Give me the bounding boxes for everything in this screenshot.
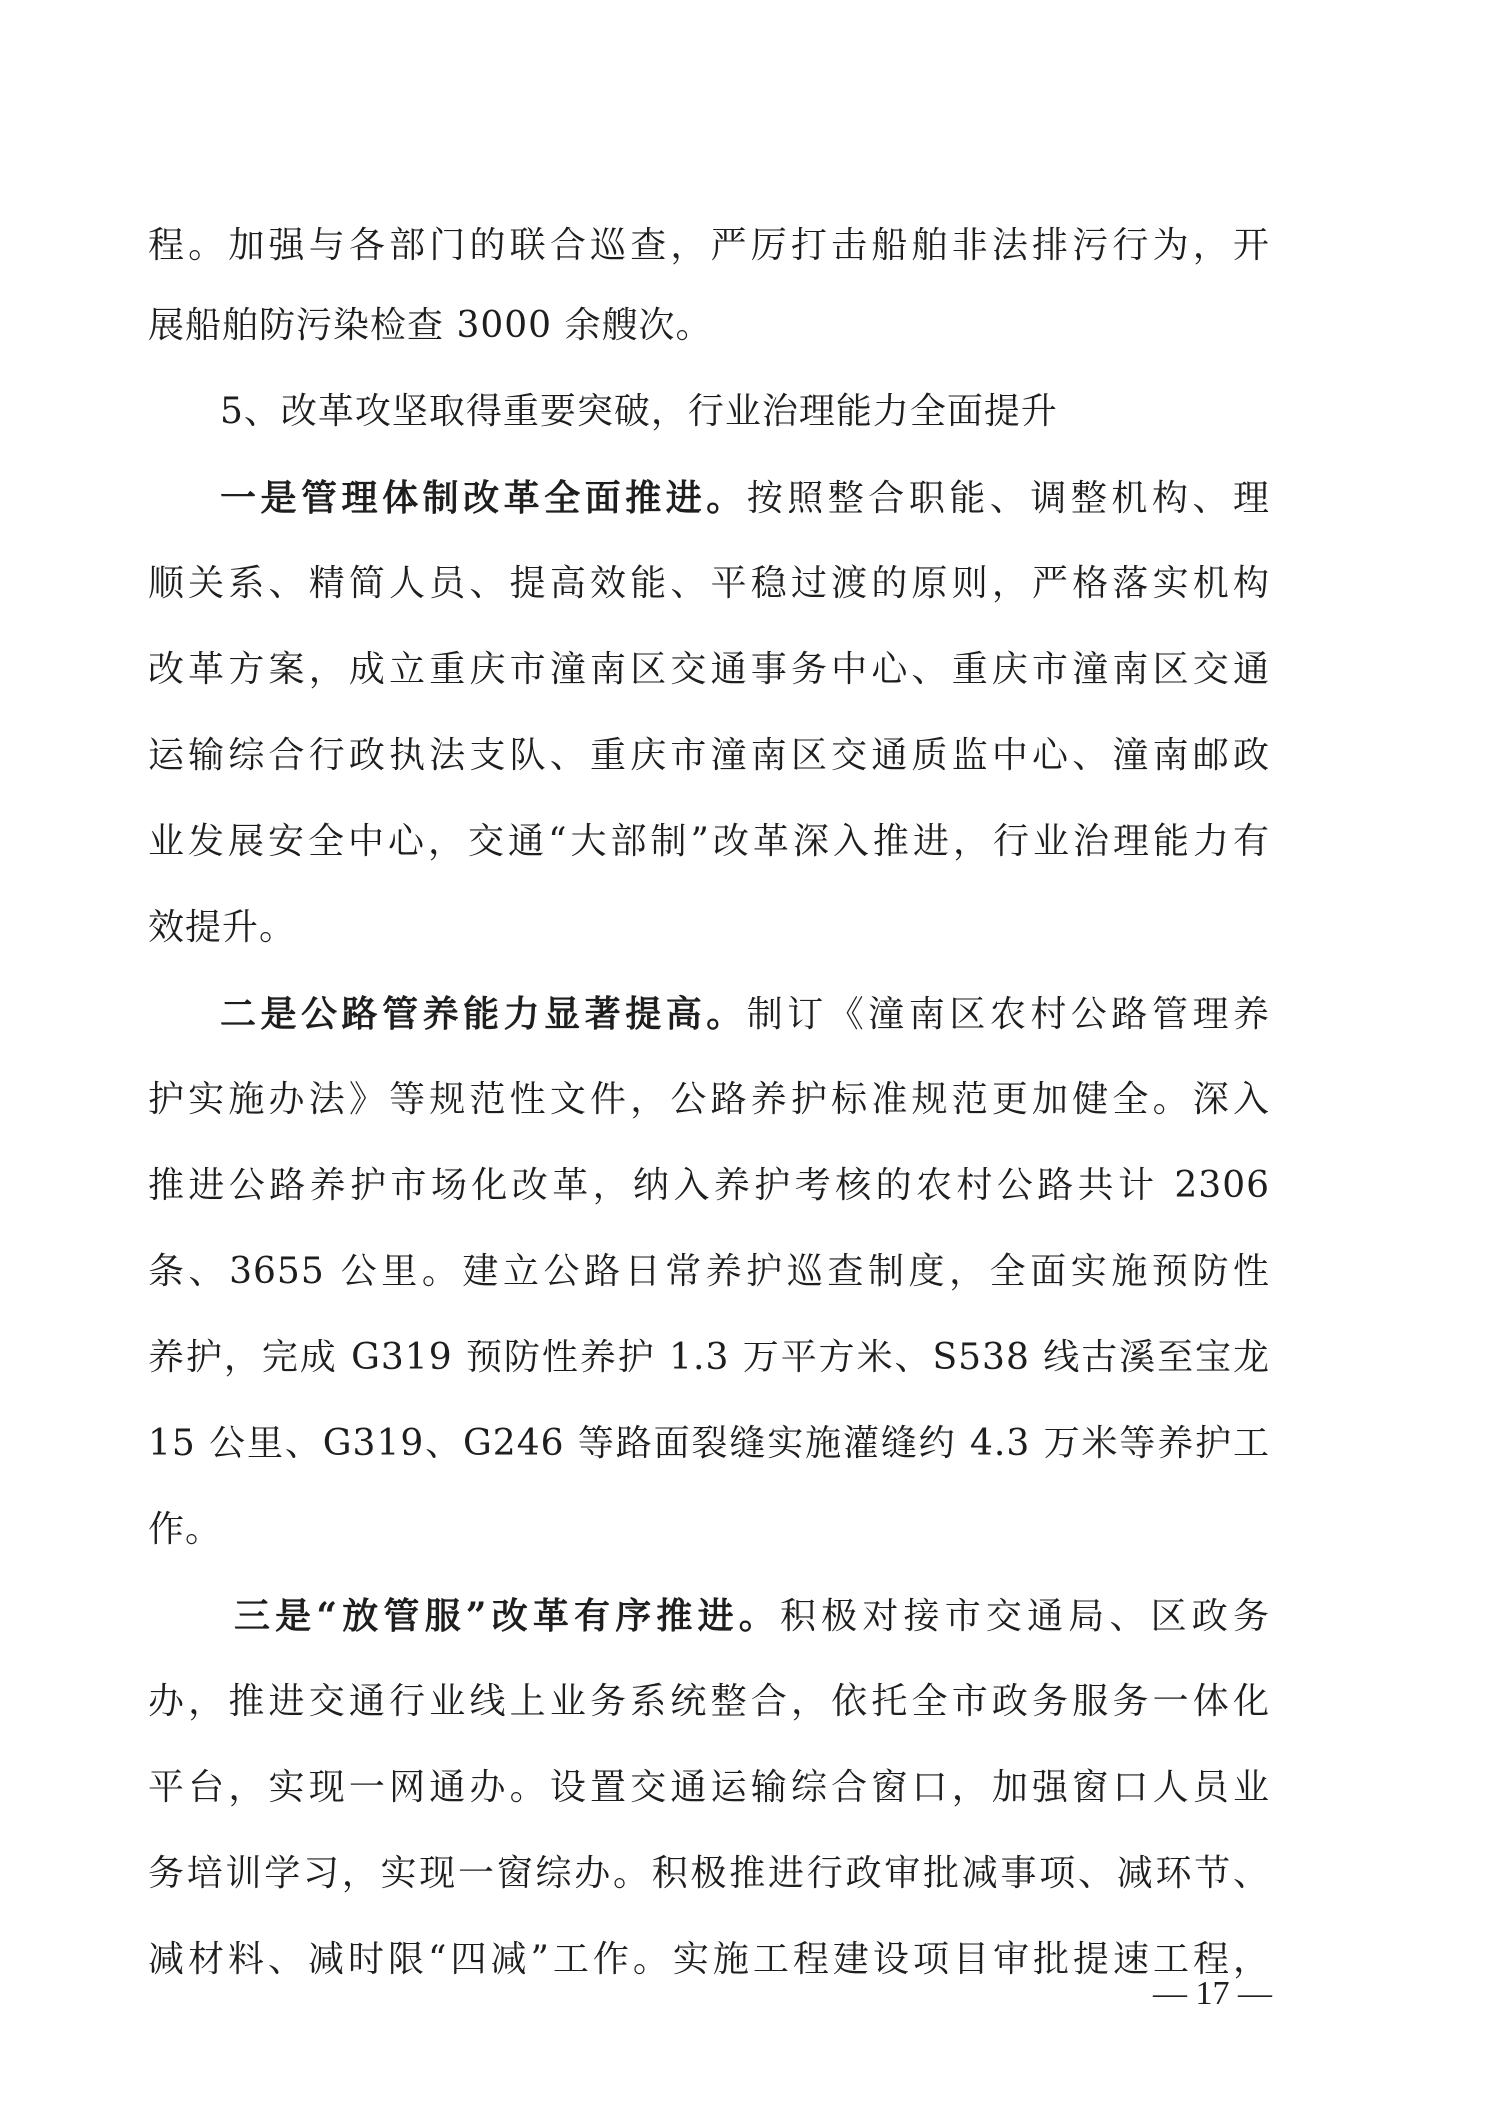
text-line: 业发展安全中心，交通“大部制”改革深入推进，行业治理能力有	[148, 821, 1270, 862]
paragraph-first-line	[220, 984, 1270, 1044]
paragraph-text: 积极对接市交通局、区政务	[779, 1596, 1270, 1637]
text-line: 减材料、减时限“四减”工作。实施工程建设项目审批提速工程，	[148, 1939, 1270, 1980]
text-line: 务培训学习，实现一窗综办。积极推进行政审批减事项、减环节、	[148, 1853, 1270, 1894]
page-number: — 17 —	[1153, 1975, 1272, 2012]
text-line: 展船舶防污染检查 3000 余艘次。	[148, 305, 713, 346]
text-line: 作。	[148, 1509, 223, 1550]
text-line: 运输综合行政执法支队、重庆市潼南区交通质监中心、潼南邮政	[148, 735, 1270, 776]
paragraph-lead: 三是“放管服”改革有序推进。	[234, 1595, 780, 1637]
text-line: 15 公里、G319、G246 等路面裂缝实施灌缝约 4.3 万米等养护工	[148, 1423, 1270, 1464]
text-line: 护实施办法》等规范性文件，公路养护标准规范更加健全。深入	[148, 1079, 1270, 1120]
text-line: 推进公路养护市场化改革，纳入养护考核的农村公路共计 2306	[148, 1165, 1270, 1206]
text-line: 程。加强与各部门的联合巡查，严厉打击船舶非法排污行为，开	[148, 225, 1270, 266]
text-line: 改革方案，成立重庆市潼南区交通事务中心、重庆市潼南区交通	[148, 649, 1270, 690]
paragraph-first-line	[234, 1586, 1270, 1646]
text-line: 平台，实现一网通办。设置交通运输综合窗口，加强窗口人员业	[148, 1767, 1270, 1808]
paragraph-text: 制订《潼南区农村公路管理养	[746, 994, 1270, 1035]
text-line: 条、3655 公里。建立公路日常养护巡查制度，全面实施预防性	[148, 1251, 1270, 1292]
paragraph-lead: 一是管理体制改革全面推进。	[220, 477, 747, 519]
text-line: 办，推进交通行业线上业务系统整合，依托全市政务服务一体化	[148, 1681, 1270, 1722]
paragraph-text: 按照整合职能、调整机构、理	[746, 478, 1270, 519]
paragraph-lead: 二是公路管养能力显著提高。	[220, 993, 747, 1035]
paragraph-first-line	[220, 468, 1270, 528]
text-line: 顺关系、精简人员、提高效能、平稳过渡的原则，严格落实机构	[148, 563, 1270, 604]
text-line: 养护，完成 G319 预防性养护 1.3 万平方米、S538 线古溪至宝龙	[148, 1337, 1270, 1378]
section-heading: 5、改革攻坚取得重要突破，行业治理能力全面提升	[220, 391, 1058, 432]
text-line: 效提升。	[148, 907, 297, 948]
